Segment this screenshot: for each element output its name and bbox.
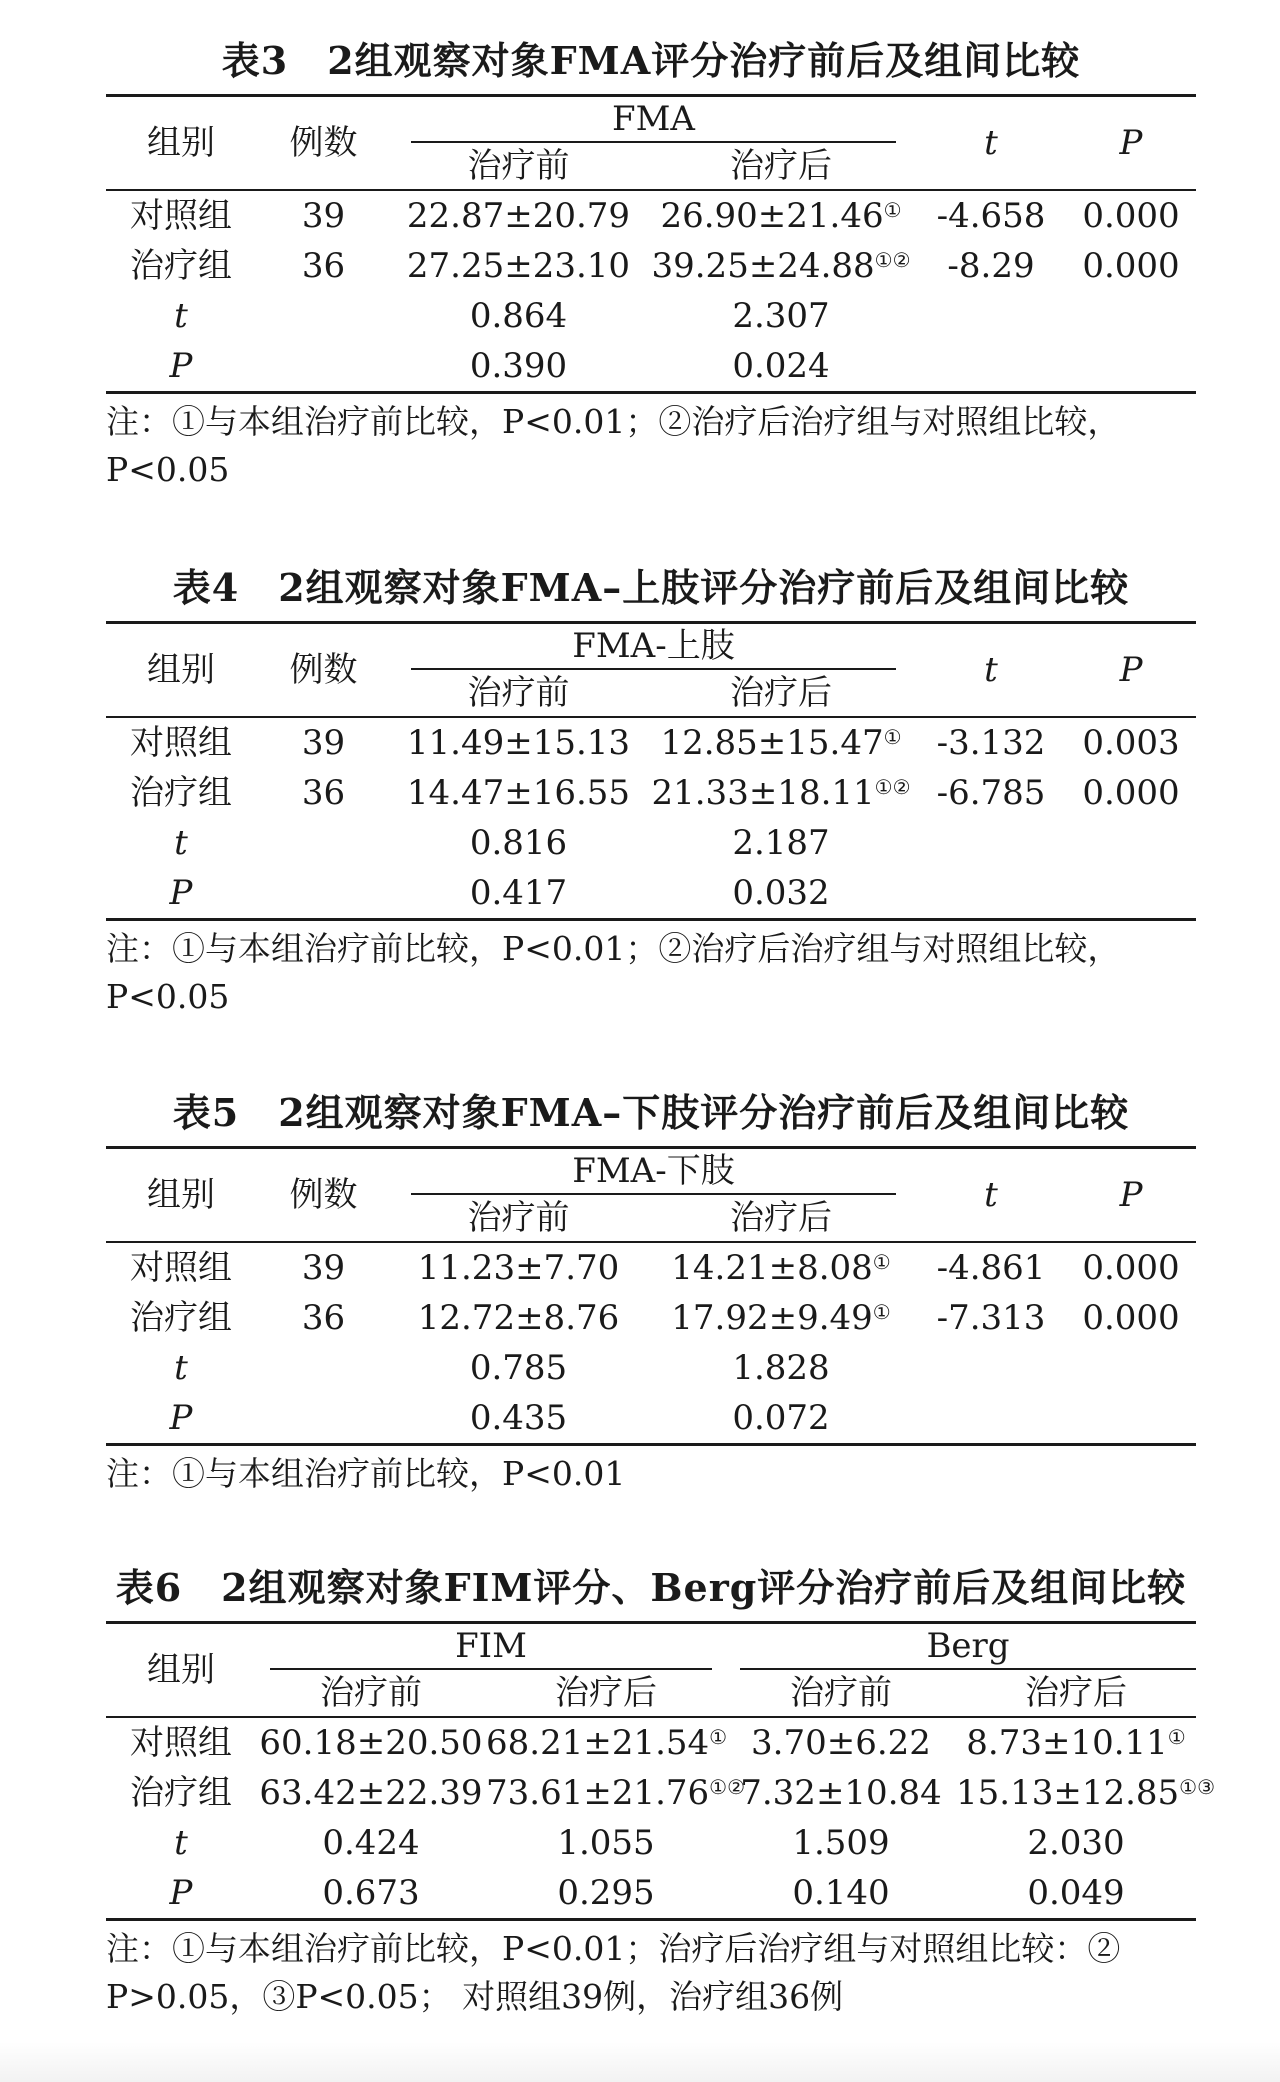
header-group: 组别 bbox=[106, 1623, 256, 1718]
row-label-p: P bbox=[106, 868, 256, 920]
table-row-p bbox=[106, 341, 1196, 393]
cell-post-mark: ① bbox=[872, 1300, 891, 1324]
table-3-block bbox=[106, 38, 1196, 494]
cell-post-value: 17.92±9.49 bbox=[671, 1298, 873, 1338]
header-fim-label: FIM bbox=[270, 1624, 712, 1670]
header-berg bbox=[726, 1623, 1196, 1671]
cell-t-pre: 0.864 bbox=[469, 296, 568, 336]
header-pre: 治疗前 bbox=[467, 146, 570, 186]
cell-p-post: 0.072 bbox=[646, 1393, 916, 1445]
header-berg-post: 治疗后 bbox=[1025, 1673, 1127, 1713]
cell-t-pre: 0.816 bbox=[469, 823, 568, 863]
cell-p: 0.003 bbox=[1066, 717, 1196, 768]
cell-post-mark: ①② bbox=[874, 775, 911, 799]
row-label-p: P bbox=[106, 341, 256, 393]
cell-p-pre: 0.435 bbox=[391, 1393, 646, 1445]
table-6-note bbox=[106, 1925, 1196, 2021]
header-fim bbox=[256, 1623, 726, 1671]
cell-p-post: 0.032 bbox=[646, 868, 916, 920]
cell-p: 0.000 bbox=[1066, 1242, 1196, 1293]
cell-group: 治疗组 bbox=[130, 246, 232, 286]
page-bottom-shade bbox=[0, 2042, 1280, 2082]
note-line-1: 注：①与本组治疗前比较，P<0.01；治疗后治疗组与对照组比较：② bbox=[106, 1929, 1121, 1968]
note-line-2: P<0.05 bbox=[106, 977, 230, 1016]
empty-cell bbox=[256, 868, 391, 920]
cell-t-pre: 0.785 bbox=[469, 1348, 568, 1388]
cell-post-value: 14.21±8.08 bbox=[671, 1248, 873, 1288]
cell-post bbox=[646, 190, 916, 241]
table-row bbox=[106, 190, 1196, 241]
table-4-block bbox=[106, 565, 1196, 1021]
cell-fim-post bbox=[486, 1717, 726, 1768]
cell-pre: 27.25±23.10 bbox=[406, 246, 631, 286]
empty-cell bbox=[916, 868, 1066, 920]
header-p: P bbox=[1066, 96, 1196, 191]
cell-t-post: 2.187 bbox=[732, 823, 830, 863]
empty-cell bbox=[1066, 291, 1196, 341]
empty-cell bbox=[1066, 1343, 1196, 1393]
empty-cell bbox=[256, 818, 391, 868]
cell-t: -8.29 bbox=[947, 246, 1035, 286]
empty-cell bbox=[916, 1343, 1066, 1393]
cell-p: 0.000 bbox=[1066, 190, 1196, 241]
table-5-title: 表5 2组观察对象FMA–下肢评分治疗前后及组间比较 bbox=[172, 1090, 1130, 1135]
cell-berg-post bbox=[956, 1717, 1196, 1768]
table-5-note bbox=[106, 1450, 1196, 1498]
cell-fim-pre: 63.42±22.39 bbox=[259, 1773, 483, 1813]
cell-fim-post bbox=[486, 1768, 746, 1818]
header-t: t bbox=[916, 96, 1066, 191]
cell-count: 39 bbox=[256, 190, 391, 241]
table-6 bbox=[106, 1621, 1216, 1921]
header-pre: 治疗前 bbox=[467, 673, 570, 713]
cell-post-value: 12.85±15.47 bbox=[660, 723, 884, 763]
cell-pre: 22.87±20.79 bbox=[391, 190, 646, 241]
table-row bbox=[106, 241, 1196, 291]
header-span-label: FMA bbox=[411, 97, 896, 143]
cell-berg-pre: 3.70±6.22 bbox=[726, 1717, 956, 1768]
cell-t: -4.658 bbox=[916, 190, 1066, 241]
cell-post bbox=[646, 717, 916, 768]
cell-group: 治疗组 bbox=[130, 1773, 232, 1813]
header-fim-post: 治疗后 bbox=[555, 1673, 657, 1713]
table-row-p bbox=[106, 1868, 1196, 1920]
row-label-t: t bbox=[174, 1348, 188, 1388]
cell-post bbox=[646, 1293, 916, 1343]
empty-cell bbox=[1066, 1393, 1196, 1445]
cell-p-pre: 0.390 bbox=[391, 341, 646, 393]
row-label-t: t bbox=[174, 1823, 188, 1863]
cell-p: 0.000 bbox=[1082, 1298, 1180, 1338]
table-4-title: 表4 2组观察对象FMA–上肢评分治疗前后及组间比较 bbox=[172, 565, 1130, 610]
note-line-1: 注：①与本组治疗前比较，P<0.01 bbox=[106, 1454, 626, 1493]
cell-group: 对照组 bbox=[106, 190, 256, 241]
cell-t-post: 1.828 bbox=[732, 1348, 830, 1388]
header-count: 例数 bbox=[256, 96, 391, 191]
cell-count: 36 bbox=[301, 1298, 346, 1338]
table-row bbox=[106, 1242, 1196, 1293]
note-line-1: 注：①与本组治疗前比较，P<0.01；②治疗后治疗组与对照组比较， bbox=[106, 929, 1121, 968]
cell-p: 0.140 bbox=[726, 1868, 956, 1920]
table-header-row bbox=[106, 623, 1196, 671]
header-span bbox=[391, 623, 916, 671]
table-row bbox=[106, 1717, 1196, 1768]
cell-t: 0.424 bbox=[322, 1823, 420, 1863]
empty-cell bbox=[916, 1393, 1066, 1445]
cell-post bbox=[646, 241, 916, 291]
header-group: 组别 bbox=[106, 623, 256, 718]
header-t: t bbox=[916, 1148, 1066, 1243]
header-t: t bbox=[916, 623, 1066, 718]
header-berg-pre: 治疗前 bbox=[790, 1673, 892, 1713]
table-row bbox=[106, 1293, 1196, 1343]
table-row-t bbox=[106, 1343, 1196, 1393]
table-header-row bbox=[106, 96, 1196, 144]
table-header-row bbox=[106, 1148, 1196, 1196]
cell-pre: 11.49±15.13 bbox=[391, 717, 646, 768]
cell-pre: 11.23±7.70 bbox=[391, 1242, 646, 1293]
cell-t: -7.313 bbox=[936, 1298, 1046, 1338]
header-p: P bbox=[1066, 623, 1196, 718]
table-row-p bbox=[106, 868, 1196, 920]
table-3 bbox=[106, 94, 1196, 394]
table-3-note bbox=[106, 398, 1196, 494]
table-3-title: 表3 2组观察对象FMA评分治疗前后及组间比较 bbox=[221, 38, 1081, 83]
cell-group: 对照组 bbox=[106, 717, 256, 768]
cell-post bbox=[646, 768, 916, 818]
header-span bbox=[391, 1148, 916, 1196]
header-count: 例数 bbox=[256, 1148, 391, 1243]
cell-t: 2.030 bbox=[1027, 1823, 1125, 1863]
empty-cell bbox=[256, 1393, 391, 1445]
cell-p: 0.000 bbox=[1082, 246, 1180, 286]
cell-group: 治疗组 bbox=[130, 773, 232, 813]
cell-post-mark: ① bbox=[872, 1250, 891, 1274]
cell-fim-post-mark: ①② bbox=[709, 1775, 746, 1799]
cell-count: 36 bbox=[301, 246, 346, 286]
cell-berg-post-mark: ①③ bbox=[1179, 1775, 1216, 1799]
empty-cell bbox=[1066, 868, 1196, 920]
cell-p: 0.049 bbox=[956, 1868, 1196, 1920]
header-span-label: FMA-上肢 bbox=[411, 624, 896, 670]
cell-pre: 14.47±16.55 bbox=[406, 773, 631, 813]
empty-cell bbox=[916, 291, 1066, 341]
table-row-t bbox=[106, 818, 1196, 868]
note-line-1: 注：①与本组治疗前比较，P<0.01；②治疗后治疗组与对照组比较， bbox=[106, 402, 1121, 441]
header-group: 组别 bbox=[106, 1148, 256, 1243]
cell-berg-post-mark: ① bbox=[1167, 1725, 1186, 1749]
table-subheader-row bbox=[106, 1670, 1196, 1717]
table-row-t bbox=[106, 1818, 1196, 1868]
cell-group: 对照组 bbox=[106, 1242, 256, 1293]
cell-post-mark: ① bbox=[883, 198, 902, 222]
cell-p: 0.000 bbox=[1082, 773, 1180, 813]
table-header-row bbox=[106, 1623, 1196, 1671]
table-row-t bbox=[106, 291, 1196, 341]
cell-fim-post-value: 68.21±21.54 bbox=[486, 1723, 710, 1763]
cell-t: -6.785 bbox=[936, 773, 1046, 813]
cell-group: 对照组 bbox=[106, 1717, 256, 1768]
table-row bbox=[106, 1768, 1196, 1818]
header-group: 组别 bbox=[106, 96, 256, 191]
cell-post-value: 21.33±18.11 bbox=[651, 773, 875, 813]
cell-p-pre: 0.417 bbox=[391, 868, 646, 920]
cell-post-value: 26.90±21.46 bbox=[660, 196, 884, 236]
table-5 bbox=[106, 1146, 1196, 1446]
cell-p: 0.295 bbox=[486, 1868, 726, 1920]
row-label-t: t bbox=[174, 823, 188, 863]
cell-count: 36 bbox=[301, 773, 346, 813]
header-post: 治疗后 bbox=[730, 1198, 832, 1238]
header-count: 例数 bbox=[256, 623, 391, 718]
table-6-block bbox=[106, 1565, 1216, 2021]
cell-berg-post bbox=[956, 1768, 1216, 1818]
cell-t-post: 2.307 bbox=[732, 296, 830, 336]
cell-p: 0.673 bbox=[256, 1868, 486, 1920]
cell-fim-post-value: 73.61±21.76 bbox=[486, 1773, 710, 1813]
cell-post-mark: ①② bbox=[874, 248, 911, 272]
cell-pre: 12.72±8.76 bbox=[417, 1298, 620, 1338]
table-6-title: 表6 2组观察对象FIM评分、Berg评分治疗前后及组间比较 bbox=[115, 1565, 1187, 1610]
cell-fim-pre: 60.18±20.50 bbox=[256, 1717, 486, 1768]
cell-berg-post-value: 15.13±12.85 bbox=[956, 1773, 1180, 1813]
row-label-p: P bbox=[106, 1393, 256, 1445]
table-4 bbox=[106, 621, 1196, 921]
table-5-block bbox=[106, 1090, 1196, 1498]
empty-cell bbox=[1066, 818, 1196, 868]
header-post: 治疗后 bbox=[730, 146, 832, 186]
header-p: P bbox=[1066, 1148, 1196, 1243]
cell-post bbox=[646, 1242, 916, 1293]
table-row-p bbox=[106, 1393, 1196, 1445]
cell-t: -4.861 bbox=[916, 1242, 1066, 1293]
cell-p-post: 0.024 bbox=[646, 341, 916, 393]
table-4-note bbox=[106, 925, 1196, 1021]
header-fim-pre: 治疗前 bbox=[320, 1673, 422, 1713]
cell-t: 1.509 bbox=[792, 1823, 890, 1863]
row-label-t: t bbox=[174, 296, 188, 336]
cell-post-value: 39.25±24.88 bbox=[651, 246, 875, 286]
empty-cell bbox=[1066, 341, 1196, 393]
note-line-2: P>0.05，③P<0.05； 对照组39例，治疗组36例 bbox=[106, 1977, 844, 2016]
table-row bbox=[106, 768, 1196, 818]
empty-cell bbox=[256, 1343, 391, 1393]
empty-cell bbox=[916, 818, 1066, 868]
header-post: 治疗后 bbox=[730, 673, 832, 713]
header-span-label: FMA-下肢 bbox=[411, 1149, 896, 1195]
header-berg-label: Berg bbox=[740, 1624, 1196, 1670]
row-label-p: P bbox=[106, 1868, 256, 1920]
cell-t: -3.132 bbox=[916, 717, 1066, 768]
cell-t: 1.055 bbox=[557, 1823, 655, 1863]
header-span bbox=[391, 96, 916, 144]
table-row bbox=[106, 717, 1196, 768]
cell-count: 39 bbox=[256, 1242, 391, 1293]
empty-cell bbox=[916, 341, 1066, 393]
cell-group: 治疗组 bbox=[130, 1298, 232, 1338]
cell-berg-pre: 7.32±10.84 bbox=[740, 1773, 942, 1813]
cell-count: 39 bbox=[256, 717, 391, 768]
empty-cell bbox=[256, 291, 391, 341]
empty-cell bbox=[256, 341, 391, 393]
cell-berg-post-value: 8.73±10.11 bbox=[966, 1723, 1168, 1763]
cell-post-mark: ① bbox=[883, 725, 902, 749]
header-pre: 治疗前 bbox=[467, 1198, 570, 1238]
cell-fim-post-mark: ① bbox=[709, 1725, 728, 1749]
note-line-2: P<0.05 bbox=[106, 450, 230, 489]
